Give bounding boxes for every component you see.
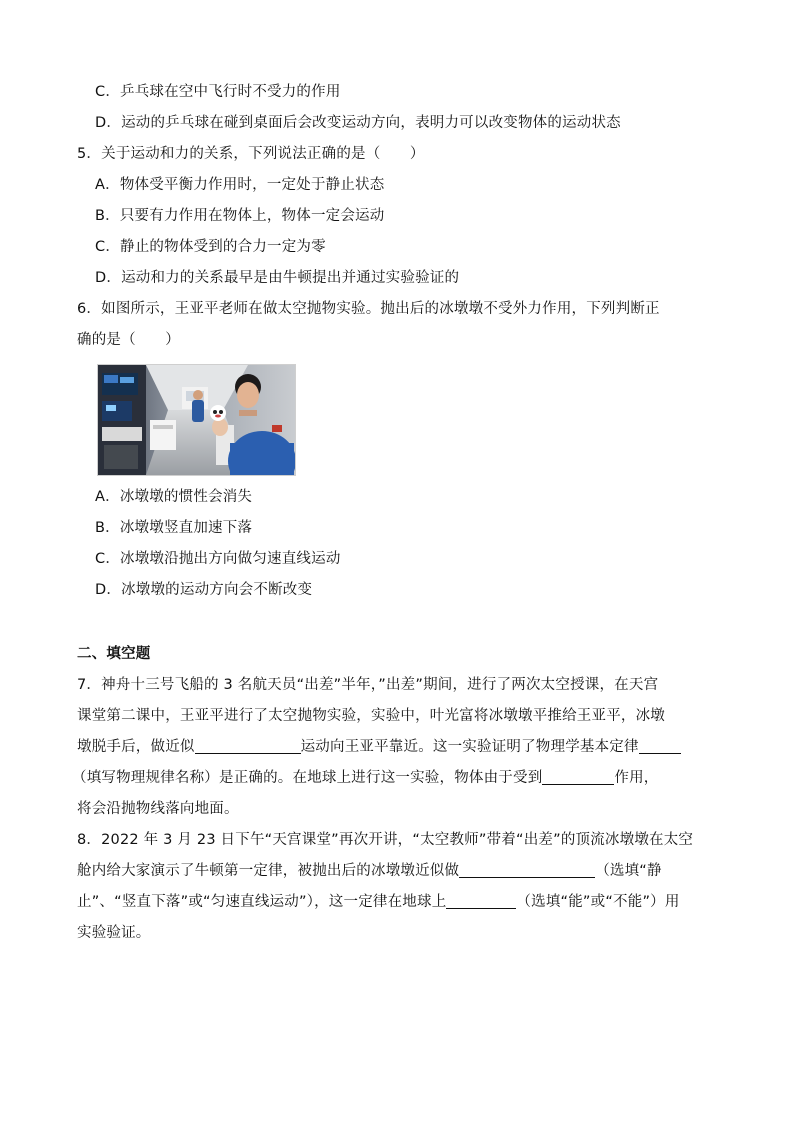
q8-line4: 实验验证。	[77, 925, 151, 941]
section-title-fill-in: 二、填空题	[77, 646, 151, 662]
q5-option-a: A．物体受平衡力作用时，一定处于静止状态	[95, 177, 385, 193]
q7-line3-text-a: 墩脱手后，做近似	[77, 739, 195, 755]
q7-blank-3[interactable]	[542, 769, 614, 785]
q7-blank-2[interactable]	[639, 738, 681, 754]
q5-option-b: B．只要有力作用在物体上，物体一定会运动	[95, 208, 385, 224]
q5-option-d: D．运动和力的关系最早是由牛顿提出并通过实验验证的	[95, 270, 460, 286]
q5-stem: 5．关于运动和力的关系，下列说法正确的是（ ）	[77, 146, 425, 162]
q7-line5: 将会沿抛物线落向地面。	[77, 801, 239, 817]
q7-line2: 课堂第二课中，王亚平进行了太空抛物实验，实验中，叶光富将冰墩墩平推给王亚平，冰墩	[77, 708, 665, 724]
q6-stem-line2: 确的是（ ）	[77, 332, 180, 348]
q7-line3-text-b: 运动向王亚平靠近。这一实验证明了物理学基本定律	[300, 739, 639, 755]
q8-blank-2[interactable]	[446, 893, 516, 909]
q7-line4	[72, 768, 659, 788]
q6-stem-line1: 6．如图所示，王亚平老师在做太空抛物实验。抛出后的冰墩墩不受外力作用，下列判断正	[77, 301, 660, 317]
q7-line4-text-b: 作用，	[614, 770, 659, 786]
q8-blank-1[interactable]	[459, 862, 595, 878]
q8-line2	[77, 861, 662, 881]
q4-option-c: C．乒乓球在空中飞行时不受力的作用	[95, 84, 341, 100]
q8-line1: 8．2022 年 3 月 23 日下午“天宫课堂”再次开讲，“太空教师”带着“出差”的顶流冰墩墩在太空	[77, 832, 694, 848]
q6-option-b: B．冰墩墩竖直加速下落	[95, 520, 253, 536]
q8-line3-text-a: 止”、“竖直下落”或“匀速直线运动”），这一定律在地球上	[77, 894, 447, 910]
q8-line3-text-b: （选填“能”或“不能”）用	[516, 894, 680, 910]
q7-line3	[77, 737, 681, 757]
q7-blank-1[interactable]	[195, 738, 301, 754]
q5-option-c: C．静止的物体受到的合力一定为零	[95, 239, 326, 255]
q8-line2-text-a: 舱内给大家演示了牛顿第一定律，被抛出后的冰墩墩近似做	[77, 863, 460, 879]
q4-option-d: D．运动的乒乓球在碰到桌面后会改变运动方向，表明力可以改变物体的运动状态	[95, 115, 621, 131]
q8-line3	[77, 892, 680, 912]
q6-option-d: D．冰墩墩的运动方向会不断改变	[95, 582, 313, 598]
q6-option-a: A．冰墩墩的惯性会消失	[95, 489, 253, 505]
q7-line1: 7．神舟十三号飞船的 3 名航天员“出差”半年，”出差”期间，进行了两次太空授课，在天宫	[77, 677, 659, 693]
space-station-photo	[97, 364, 296, 476]
q8-line2-text-b: （选填“静	[595, 863, 662, 879]
q6-option-c: C．冰墩墩沿抛出方向做匀速直线运动	[95, 551, 341, 567]
q7-line4-text-a: （填写物理规律名称）是正确的。在地球上进行这一实验，物体由于受到	[72, 770, 543, 786]
